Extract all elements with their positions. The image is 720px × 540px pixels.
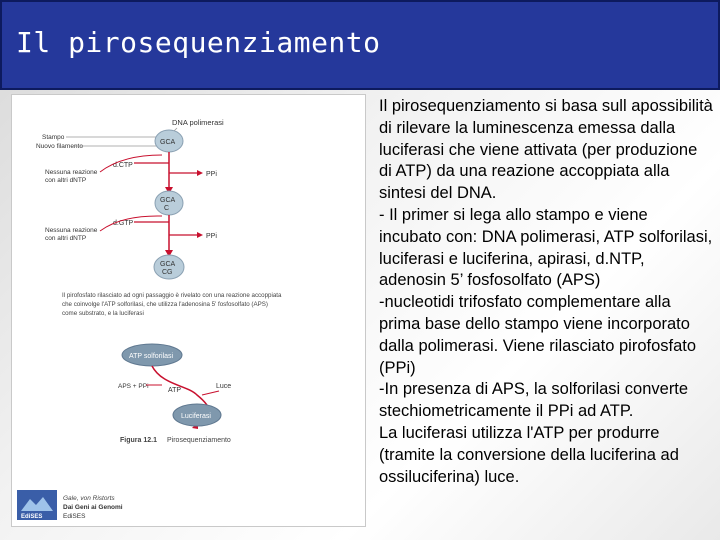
paragraph: - Il primer si lega allo stampo e viene incubato con: DNA polimerasi, ATP solforilasi, luciferasi e luciferina, apirasi, d.NTP, adenosin 5’ fosfosolfato (APS) (379, 205, 713, 290)
arrow-head (197, 232, 203, 238)
label-new-strand: Nuovo filamento (36, 143, 83, 150)
label-aps-ppi: APS + PPi (118, 383, 149, 390)
label-no-reaction-2: Nessuna reazione (45, 227, 98, 234)
label-no-reaction-1b: con altri dNTP (45, 177, 87, 184)
label-dctp: d.CTP (113, 162, 133, 169)
label-atp-sulfurylase: ATP solforilasi (129, 353, 174, 360)
paragraph: Il pirosequenziamento si basa sull apossibilità di rilevare la luminescenza emessa dalla luciferasi che viene attivata (per produzione di ATP) da una reazione accoppiata alla sintesi del DNA. (379, 97, 713, 203)
body-text (379, 96, 714, 488)
figure-number: Figura 12.1 (120, 437, 157, 444)
credit-book: Dai Geni ai Genomi (63, 504, 123, 511)
node-1-seq: GCA (160, 139, 176, 146)
label-dna-polymerase: DNA polimerasi (172, 118, 224, 127)
figure-title: Pirosequenziamento (167, 437, 231, 444)
pyrosequencing-figure (11, 94, 366, 527)
figure-caption-line-1: Il pirofosfato rilasciato ad ogni passaggio è rivelato con una reazione accoppiata (62, 292, 282, 299)
label-no-reaction-1: Nessuna reazione (45, 169, 98, 176)
figure-caption-line-2: che coinvolge l'ATP solforilasi, che utilizza l'adenosina 5' fosfosolfato (APS) (62, 301, 268, 308)
title-bar (0, 0, 720, 90)
label-dgtp: d.GTP (113, 220, 134, 227)
node-2-seq-b: C (164, 205, 170, 212)
paragraph: -In presenza di APS, la solforilasi converte stechiometricamente il PPi ad ATP. (379, 380, 689, 421)
credit-authors: Gale, von Ristorts (63, 495, 115, 502)
arrow-head (197, 170, 203, 176)
logo-text: EdiSES (21, 514, 43, 520)
node-3-seq-a: GCA (160, 261, 176, 268)
slide-title: Il pirosequenziamento (16, 26, 381, 59)
label-ppi-1: PPi (206, 171, 217, 178)
label-no-reaction-2b: con altri dNTP (45, 235, 87, 242)
figure-caption-line-3: come substrato, e la luciferasi (62, 310, 144, 317)
label-ppi-2: PPi (206, 233, 217, 240)
label-template: Stampo (42, 134, 65, 141)
paragraph: -nucleotidi trifosfato complementare alla prima base dello stampo viene incorporato dalla polimerasi. Viene rilasciato pirofosfato (PPi) (379, 293, 697, 377)
node-3-seq-b: CG (162, 269, 173, 276)
arrow-light (202, 391, 219, 395)
figure-diagram (12, 95, 365, 526)
credit-publisher: EdiSES (63, 513, 86, 520)
paragraph: La luciferasi utilizza l'ATP per produrre (tramite la conversione della luciferina ad ossiluciferina) luce. (379, 423, 679, 486)
label-luciferase: Luciferasi (181, 413, 211, 420)
node-2-seq-a: GCA (160, 197, 176, 204)
label-atp: ATP (168, 387, 182, 394)
label-light: Luce (216, 383, 232, 390)
